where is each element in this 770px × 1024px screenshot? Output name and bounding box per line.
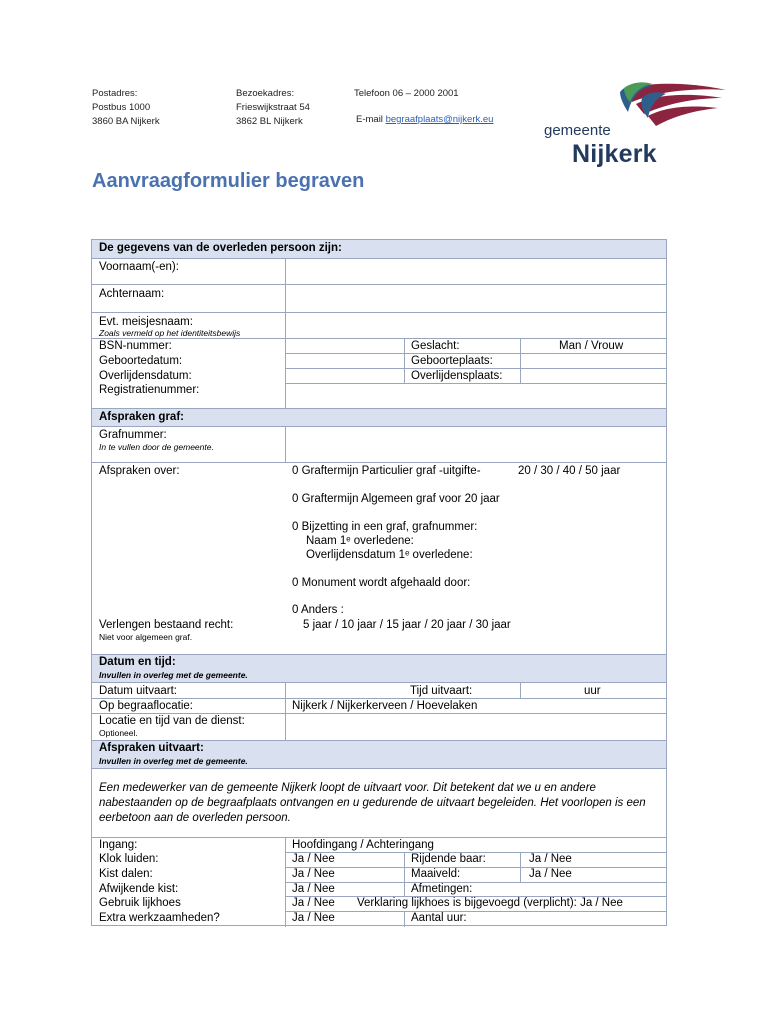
voornaam-label: Voornaam(-en): (99, 261, 179, 273)
verlengen-note: Niet voor algemeen graf. (99, 632, 193, 642)
tijd-uitvaart-label: Tijd uitvaart: (410, 685, 473, 697)
section-heading: De gegevens van de overleden persoon zijn: (99, 242, 342, 254)
postadres-line: Postbus 1000 (92, 102, 151, 113)
option-monument[interactable]: 0 Monument wordt afgehaald door: (292, 577, 471, 589)
option-particulier-graf[interactable]: 0 Graftermijn Particulier graf -uitgifte- (292, 465, 481, 477)
page-title: Aanvraagformulier begraven (92, 170, 365, 192)
aantal-uur-label: Aantal uur: (411, 912, 467, 924)
grafnummer-label: Grafnummer: (99, 429, 167, 441)
begraaflocatie-options[interactable]: Nijkerk / Nijkerkerveen / Hoevelaken (292, 700, 478, 712)
maaiveld-label: Maaiveld: (411, 868, 461, 880)
datum-uitvaart-label: Datum uitvaart: (99, 685, 177, 697)
meisjesnaam-label: Evt. meisjesnaam: (99, 316, 193, 328)
gemeente-logo (540, 82, 730, 172)
overlijdensplaats-label: Overlijdensplaats: (411, 370, 503, 382)
postadres-line: 3860 BA Nijkerk (92, 116, 160, 127)
section-heading: Afspraken graf: (99, 411, 184, 423)
email-label: E-mail (356, 114, 383, 125)
bezoekadres-block (236, 87, 310, 129)
section-header-uitvaart (92, 740, 666, 769)
bsn-label: BSN-nummer: (99, 340, 172, 352)
geboortedatum-label: Geboortedatum: (99, 355, 183, 367)
section-heading: Afspraken uitvaart: (99, 742, 204, 754)
naam-eerste-overledene: Naam 1ᵉ overledene: (306, 535, 414, 547)
overlijdensdatum-eerste-overledene: Overlijdensdatum 1ᵉ overledene: (306, 549, 473, 561)
option-algemeen-graf[interactable]: 0 Graftermijn Algemeen graf voor 20 jaar (292, 493, 500, 505)
kist-dalen-value[interactable]: Ja / Nee (292, 868, 335, 880)
section-header-graf (92, 408, 666, 427)
klok-luiden-value[interactable]: Ja / Nee (292, 853, 335, 865)
verklaring-lijkhoes[interactable]: Verklaring lijkhoes is bijgevoegd (verplicht): Ja / Nee (357, 897, 623, 909)
klok-luiden-label: Klok luiden: (99, 853, 159, 865)
verlengen-label: Verlengen bestaand recht: (99, 619, 234, 631)
logo-text-nijkerk: Nijkerk (572, 140, 657, 168)
postadres-label: Postadres: (92, 88, 138, 99)
option-anders[interactable]: 0 Anders : (292, 604, 344, 616)
bezoekadres-line: 3862 BL Nijkerk (236, 116, 303, 127)
section-heading: Datum en tijd: (99, 656, 176, 668)
section-header-deceased (92, 240, 666, 259)
begraaflocatie-label: Op begraaflocatie: (99, 700, 193, 712)
lijkhoes-value[interactable]: Ja / Nee (292, 897, 335, 909)
application-form (91, 239, 667, 926)
extra-werkzaamheden-value[interactable]: Ja / Nee (292, 912, 335, 924)
ingang-value[interactable]: Hoofdingang / Achteringang (292, 839, 434, 851)
postadres-block (92, 87, 160, 129)
lijkhoes-label: Gebruik lijkhoes (99, 897, 181, 909)
geboorteplaats-label: Geboorteplaats: (411, 355, 493, 367)
geslacht-label: Geslacht: (411, 340, 460, 352)
achternaam-label: Achternaam: (99, 288, 165, 300)
telefoon: Telefoon 06 – 2000 2001 (354, 88, 459, 99)
maaiveld-value[interactable]: Ja / Nee (529, 868, 572, 880)
uitvaart-intro: Een medewerker van de gemeente Nijkerk loopt de uitvaart voor. Dit betekent dat we u en andere nabestaanden op de begraafplaats ontvangen en u gedurende de uitvaart begeleiden. Het voorlopen is een eerbetoon aan de overleden persoon. (99, 782, 646, 824)
afmetingen-label: Afmetingen: (411, 883, 473, 895)
kist-dalen-label: Kist dalen: (99, 868, 153, 880)
verlengen-options[interactable]: 5 jaar / 10 jaar / 15 jaar / 20 jaar / 30 jaar (303, 619, 511, 631)
uur-label: uur (584, 685, 601, 697)
logo-waves-icon (540, 82, 730, 127)
email-link[interactable]: begraafplaats@nijkerk.eu (385, 114, 494, 125)
locatie-dienst-label: Locatie en tijd van de dienst: (99, 715, 245, 727)
rijdende-baar-value[interactable]: Ja / Nee (529, 853, 572, 865)
email-line (356, 113, 493, 127)
bezoekadres-line: Frieswijkstraat 54 (236, 102, 310, 113)
geslacht-value[interactable]: Man / Vrouw (559, 340, 624, 352)
overlijdensdatum-label: Overlijdensdatum: (99, 370, 192, 382)
optioneel-note: Optioneel. (99, 728, 138, 738)
extra-werkzaamheden-label: Extra werkzaamheden? (99, 912, 220, 924)
registratienummer-label: Registratienummer: (99, 384, 200, 396)
afwijkende-kist-value[interactable]: Ja / Nee (292, 883, 335, 895)
option-bijzetting[interactable]: 0 Bijzetting in een graf, grafnummer: (292, 521, 478, 533)
rijdende-baar-label: Rijdende baar: (411, 853, 486, 865)
section-subheading: Invullen in overleg met de gemeente. (99, 756, 248, 766)
ingang-label: Ingang: (99, 839, 138, 851)
bezoekadres-label: Bezoekadres: (236, 88, 295, 99)
option-particulier-termijn[interactable]: 20 / 30 / 40 / 50 jaar (518, 465, 621, 477)
afspraken-over-label: Afspraken over: (99, 465, 180, 477)
section-subheading: Invullen in overleg met de gemeente. (99, 670, 248, 680)
meisjesnaam-note: Zoals vermeld op het identiteitsbewijs (99, 328, 241, 338)
section-header-datum (92, 654, 666, 683)
grafnummer-note: In te vullen door de gemeente. (99, 442, 214, 452)
afwijkende-kist-label: Afwijkende kist: (99, 883, 179, 895)
logo-text-gemeente: gemeente (544, 122, 611, 139)
